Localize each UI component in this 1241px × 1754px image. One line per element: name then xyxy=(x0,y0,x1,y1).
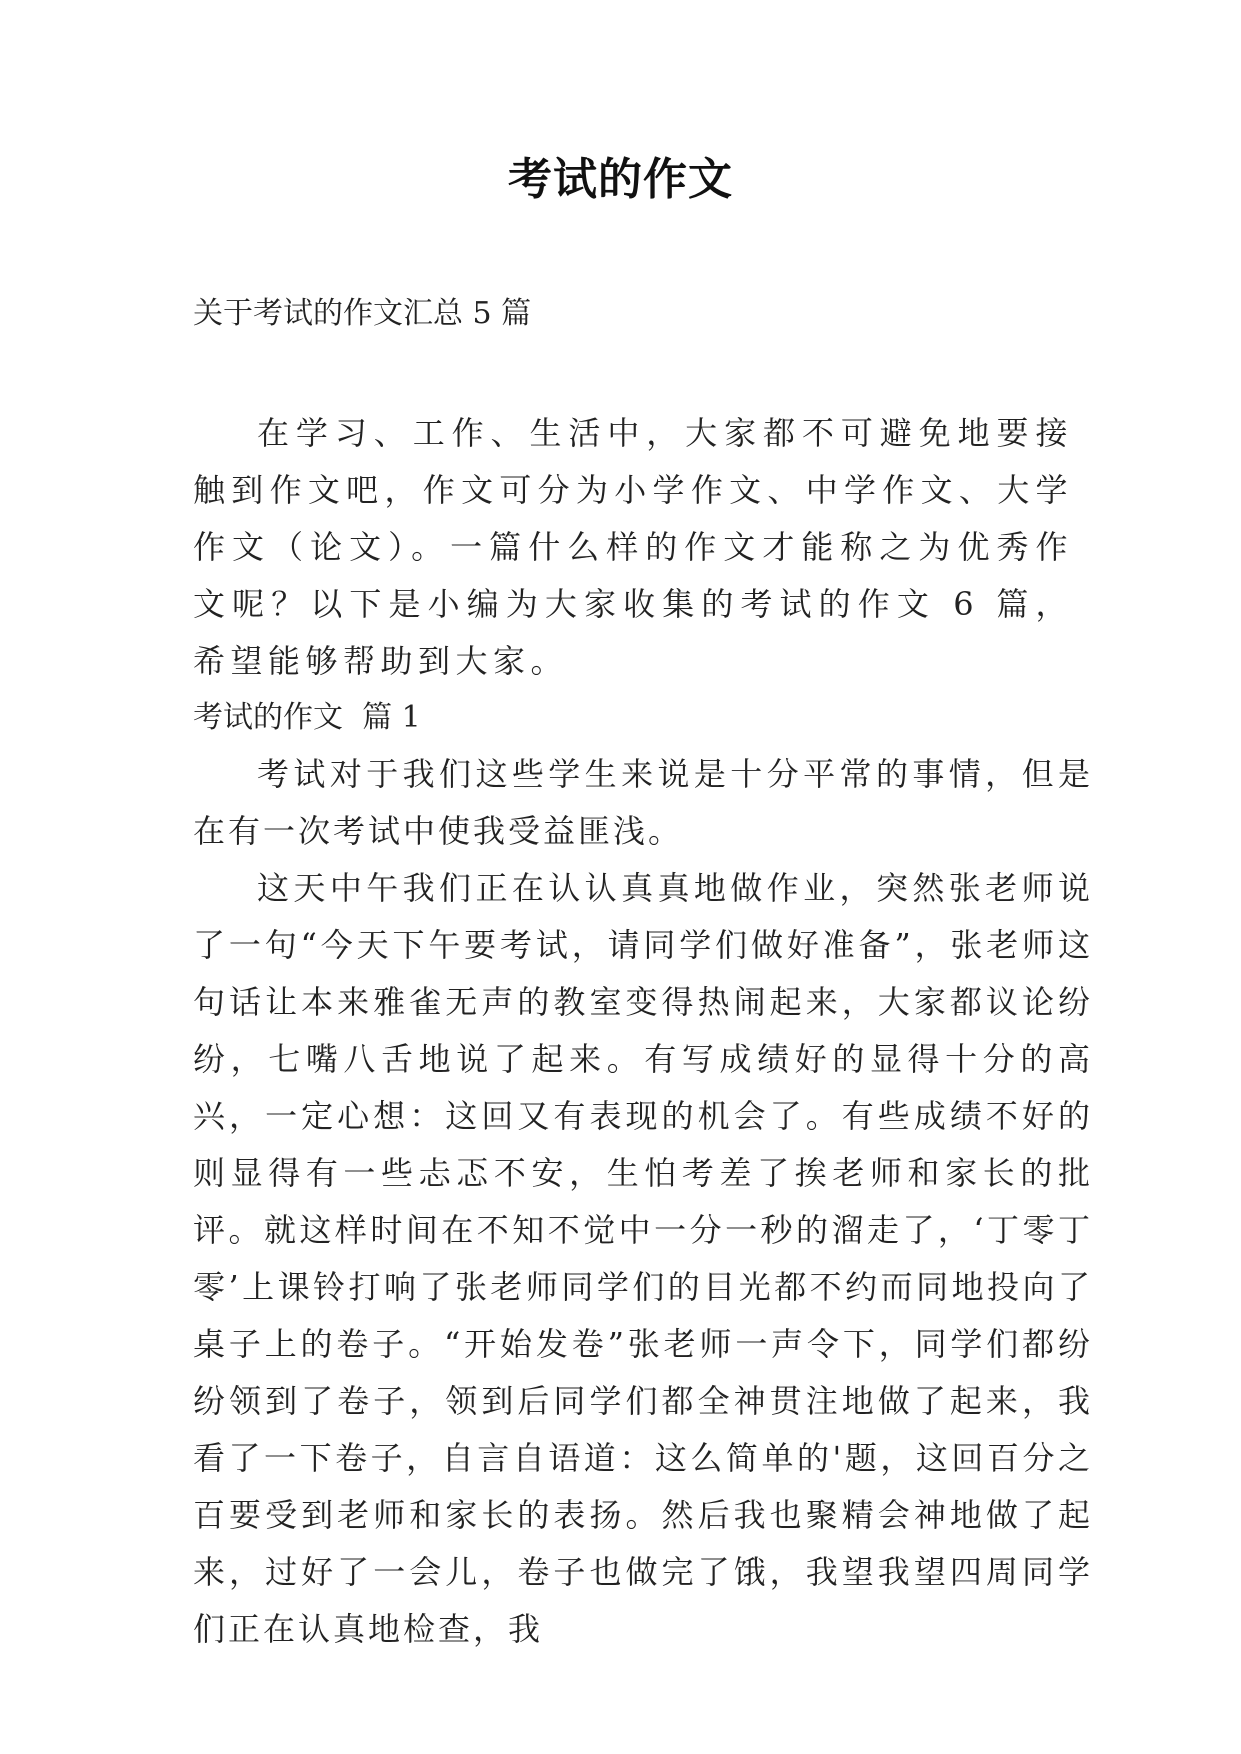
body-paragraph-2: 这天中午我们正在认认真真地做作业，突然张老师说了一句“今天下午要考试，请同学们做好准备”，张老师这句话让本来雅雀无声的教室变得热闹起来，大家都议论纷纷，七嘴八舌地说了起来。有写成绩好的显得十分的高兴，一定心想：这回又有表现的机会了。有些成绩不好的则显得有一些忐忑不安，生怕考差了挨老师和家长的批评。就这样时间在不知不觉中一分一秒的溜走了，‘丁零丁零’上课铃打响了张老师同学们的目光都不约而同地投向了桌子上的卷子。“开始发卷”张老师一声令下，同学们都纷纷领到了卷子，领到后同学们都全神贯注地做了起来，我看了一下卷子，自言自语道：这么简单的'题，这回百分之百要受到老师和家长的表扬。然后我也聚精会神地做了起来，过好了一会儿，卷子也做完了饿，我望我望四周同学们正在认真地检查，我 xyxy=(193,869,1093,1648)
section-heading: 考试的作文 篇 1 xyxy=(193,700,421,735)
document-title: 考试的作文 xyxy=(508,154,733,205)
document-body xyxy=(193,405,1093,1658)
document-subtitle: 关于考试的作文汇总 5 篇 xyxy=(193,296,532,331)
body-paragraph-1: 考试对于我们这些学生来说是十分平常的事情，但是在有一次考试中使我受益匪浅。 xyxy=(193,755,1093,850)
intro-paragraph: 在学习、工作、生活中，大家都不可避免地要接触到作文吧，作文可分为小学作文、中学作文、大学作文（论文）。一篇什么样的作文才能称之为优秀作文呢？以下是小编为大家收集的考试的作文 6 篇，希望能够帮助到大家。 xyxy=(193,414,1073,680)
